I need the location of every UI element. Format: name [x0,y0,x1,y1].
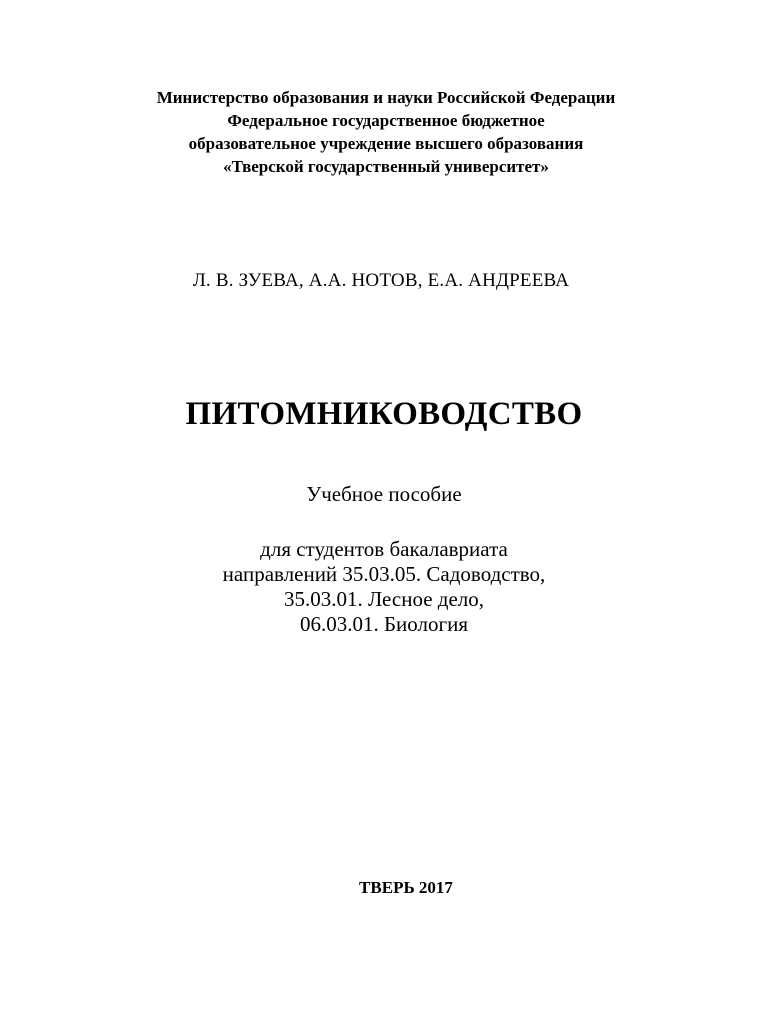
audience-line: для студентов бакалавриата [260,537,508,561]
city-year: ТВЕРЬ 2017 [359,878,453,897]
document-subtitle: Учебное пособие [306,482,462,506]
audience-line: 06.03.01. Биология [299,612,468,636]
authors: Л. В. ЗУЕВА, А.А. НОТОВ, Е.А. АНДРЕЕВА [192,270,570,291]
institution-level-line: образовательное учреждение высшего образования [188,134,584,153]
institution-header [0,86,768,178]
audience-line: направлений 35.03.05. Садоводство, [222,562,546,586]
university-name-line: «Тверской государственный университет» [223,157,549,176]
institution-type-line: Федеральное государственное бюджетное [227,111,545,130]
audience-line: 35.03.01. Лесное дело, [283,587,485,611]
ministry-line: Министерство образования и науки Российской Федерации [156,88,616,107]
document-title: ПИТОМНИКОВОДСТВО [185,396,583,432]
target-audience [0,537,768,637]
